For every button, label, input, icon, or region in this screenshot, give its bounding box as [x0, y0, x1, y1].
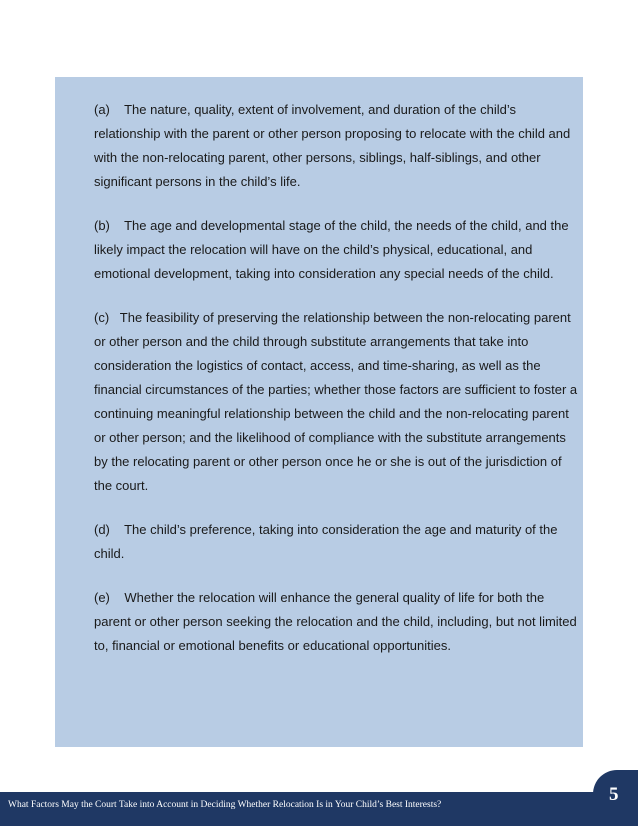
factor-text: The feasibility of preserving the relationship between the non-relocating parent or other person and the child through substitute arrangements that take into consideration the logistics of contact, access, and time-sharing, as well as the financial circumstances of the parties; whether those factors are sufficient to foster a continuing meaningful relationship between the child and the non-relocating parent or other person; and the likelihood of compliance with the substitute arrangements by the relocating parent or other person once he or she is out of the jurisdiction of the court. [94, 310, 581, 493]
factor-letter: (d) [94, 522, 110, 537]
factor-letter: (e) [94, 590, 110, 605]
factor-text: The age and developmental stage of the child, the needs of the child, and the likely impact the relocation will have on the child’s physical, educational, and emotional development, taking into consideration any special needs of the child. [94, 218, 573, 281]
factor-list [94, 98, 580, 678]
factor-letter: (a) [94, 102, 110, 117]
factor-letter: (c) [94, 310, 110, 325]
factor-item-d [94, 518, 580, 566]
factor-item-b [94, 214, 580, 286]
factor-item-e [94, 586, 580, 658]
factor-text: The child’s preference, taking into consideration the age and maturity of the child. [94, 522, 562, 561]
factor-item-a [94, 98, 580, 194]
factor-letter: (b) [94, 218, 110, 233]
footer-title: What Factors May the Court Take into Account in Deciding Whether Relocation Is in Your Child’s Best Interests? [8, 800, 442, 810]
factor-text: Whether the relocation will enhance the general quality of life for both the parent or other person seeking the relocation and the child, including, but not limited to, financial or emotional benefits or educational opportunities. [94, 590, 581, 653]
factor-item-c [94, 306, 580, 498]
page-number: 5 [609, 784, 619, 805]
factor-text: The nature, quality, extent of involvement, and duration of the child’s relationship with the parent or other person proposing to relocate with the child and with the non-relocating parent, other persons, siblings, half-siblings, and other significant persons in the child’s life. [94, 102, 574, 189]
